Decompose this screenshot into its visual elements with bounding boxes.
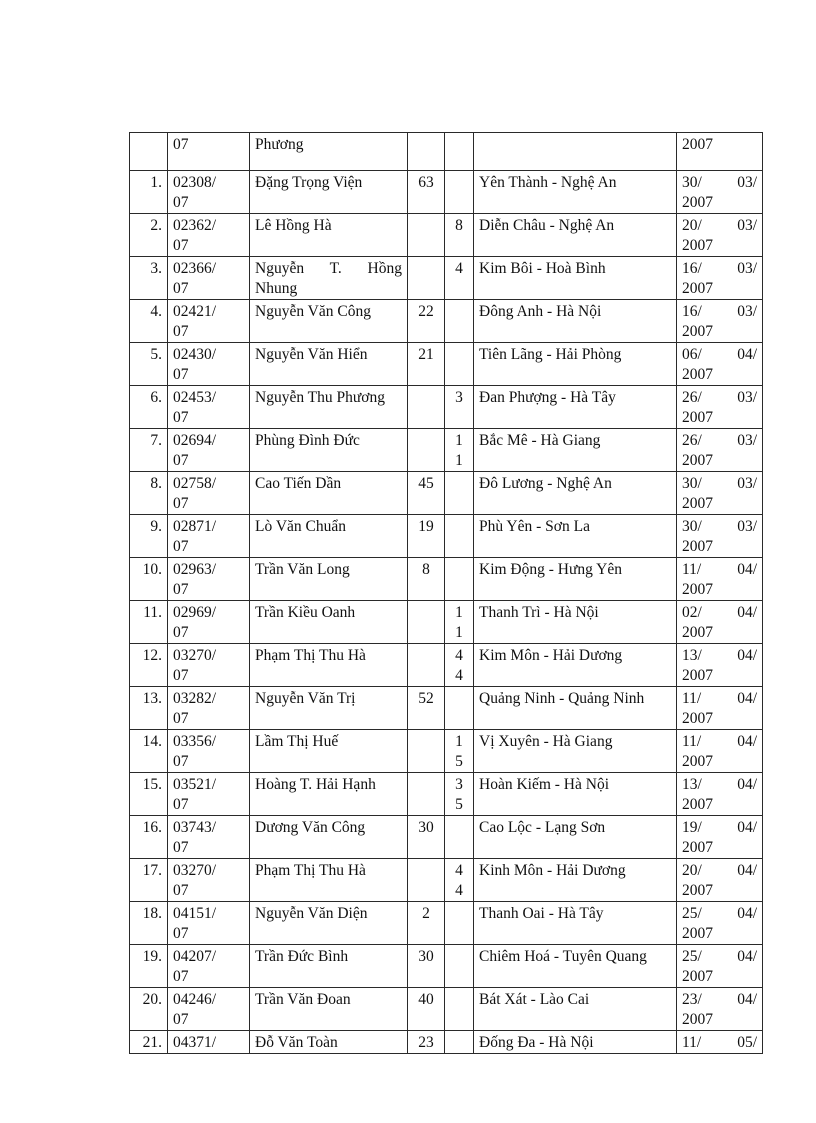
cell-date (677, 859, 763, 902)
cell-code: 02362/ 07 (168, 214, 250, 257)
cell-female-age: 1 5 (445, 730, 474, 773)
cell-male-age (408, 859, 445, 902)
date-day: 16/ (682, 260, 702, 277)
date-day-month (682, 302, 757, 322)
cell-no: 11. (130, 601, 168, 644)
date-day-month (682, 517, 757, 537)
cell-no: 15. (130, 773, 168, 816)
cell-place: Tiên Lãng - Hải Phòng (474, 343, 677, 386)
cell-male-age: 30 (408, 945, 445, 988)
cell-code: 04207/ 07 (168, 945, 250, 988)
date-day-month (682, 345, 757, 365)
cell-place: Thanh Trì - Hà Nội (474, 601, 677, 644)
table-row (130, 859, 763, 902)
cell-code: 04371/ (168, 1031, 250, 1054)
cell-no: 17. (130, 859, 168, 902)
cell-no: 10. (130, 558, 168, 601)
table-row (130, 945, 763, 988)
date-month: 03/ (737, 475, 757, 492)
cell-female-age (445, 300, 474, 343)
date-day: 30/ (682, 174, 702, 191)
cell-date (677, 171, 763, 214)
date-month: 03/ (737, 174, 757, 191)
date-day-month (682, 560, 757, 580)
table-row (130, 214, 763, 257)
cell-name: Phương (250, 133, 408, 171)
cell-female-age: 1 1 (445, 601, 474, 644)
cell-date (677, 515, 763, 558)
date-day: 26/ (682, 432, 702, 449)
cell-date (677, 945, 763, 988)
cell-female-age (445, 343, 474, 386)
cell-no (130, 133, 168, 171)
cell-name: Hoàng T. Hải Hạnh (250, 773, 408, 816)
cell-male-age: 30 (408, 816, 445, 859)
cell-date (677, 773, 763, 816)
cell-name: Nguyễn Văn Hiển (250, 343, 408, 386)
table-row (130, 171, 763, 214)
cell-male-age (408, 133, 445, 171)
cell-name: Trần Văn Long (250, 558, 408, 601)
date-month: 03/ (737, 217, 757, 234)
table-row (130, 558, 763, 601)
date-year: 2007 (682, 280, 713, 297)
cell-name: Phạm Thị Thu Hà (250, 859, 408, 902)
date-day: 30/ (682, 518, 702, 535)
cell-date (677, 257, 763, 300)
cell-name: Cao Tiến Dần (250, 472, 408, 515)
cell-name: Đặng Trọng Viện (250, 171, 408, 214)
date-day: 11/ (682, 561, 702, 578)
cell-date (677, 730, 763, 773)
date-day: 11/ (682, 733, 702, 750)
cell-female-age (445, 133, 474, 171)
cell-name: Nguyễn T. Hồng Nhung (250, 257, 408, 300)
cell-place: Quảng Ninh - Quảng Ninh (474, 687, 677, 730)
cell-code: 02694/ 07 (168, 429, 250, 472)
date-day-month (682, 732, 757, 752)
date-day: 11/ (682, 1034, 702, 1051)
cell-date (677, 558, 763, 601)
cell-date (677, 687, 763, 730)
table-row (130, 300, 763, 343)
date-day: 19/ (682, 819, 702, 836)
date-year: 2007 (682, 366, 713, 383)
date-day: 23/ (682, 991, 702, 1008)
cell-male-age (408, 601, 445, 644)
date-day-month (682, 431, 757, 451)
cell-place: Kinh Môn - Hải Dương (474, 859, 677, 902)
cell-date (677, 1031, 763, 1054)
cell-place: Đông Anh - Hà Nội (474, 300, 677, 343)
cell-name: Nguyễn Văn Trị (250, 687, 408, 730)
cell-place: Thanh Oai - Hà Tây (474, 902, 677, 945)
cell-date (677, 601, 763, 644)
cell-code: 03282/ 07 (168, 687, 250, 730)
cell-female-age (445, 1031, 474, 1054)
cell-female-age: 4 4 (445, 644, 474, 687)
cell-name: Lê Hồng Hà (250, 214, 408, 257)
cell-code: 04246/ 07 (168, 988, 250, 1031)
cell-male-age: 8 (408, 558, 445, 601)
cell-female-age (445, 687, 474, 730)
cell-code: 03270/ 07 (168, 859, 250, 902)
date-day-month (682, 775, 757, 795)
table-row (130, 988, 763, 1031)
cell-no: 6. (130, 386, 168, 429)
table-row (130, 902, 763, 945)
cell-date (677, 644, 763, 687)
date-year: 2007 (682, 710, 713, 727)
date-day-month (682, 259, 757, 279)
cell-no: 1. (130, 171, 168, 214)
cell-code: 02453/ 07 (168, 386, 250, 429)
cell-no: 20. (130, 988, 168, 1031)
cell-no: 16. (130, 816, 168, 859)
date-day-month (682, 474, 757, 494)
cell-female-age: 1 1 (445, 429, 474, 472)
date-month: 04/ (737, 776, 757, 793)
cell-no: 9. (130, 515, 168, 558)
cell-female-age (445, 945, 474, 988)
cell-female-age (445, 816, 474, 859)
date-month: 04/ (737, 905, 757, 922)
cell-name: Trần Văn Đoan (250, 988, 408, 1031)
cell-name: Nguyễn Thu Phương (250, 386, 408, 429)
cell-male-age: 19 (408, 515, 445, 558)
date-year: 2007 (682, 452, 713, 469)
cell-female-age (445, 171, 474, 214)
date-day: 02/ (682, 604, 702, 621)
cell-code: 02871/ 07 (168, 515, 250, 558)
cell-code: 03521/ 07 (168, 773, 250, 816)
date-day-month (682, 603, 757, 623)
cell-no: 4. (130, 300, 168, 343)
date-year: 2007 (682, 968, 713, 985)
date-day: 11/ (682, 690, 702, 707)
cell-date (677, 386, 763, 429)
date-month: 05/ (737, 1034, 757, 1051)
cell-place: Đan Phượng - Hà Tây (474, 386, 677, 429)
cell-name: Lầm Thị Huế (250, 730, 408, 773)
cell-female-age (445, 515, 474, 558)
date-year: 2007 (682, 237, 713, 254)
date-year: 2007 (682, 753, 713, 770)
cell-place: Diễn Châu - Nghệ An (474, 214, 677, 257)
cell-name: Phùng Đình Đức (250, 429, 408, 472)
cell-male-age (408, 214, 445, 257)
cell-date (677, 214, 763, 257)
date-month: 03/ (737, 260, 757, 277)
date-month: 04/ (737, 604, 757, 621)
table-row (130, 1031, 763, 1054)
cell-place: Đống Đa - Hà Nội (474, 1031, 677, 1054)
cell-code: 07 (168, 133, 250, 171)
table-row (130, 816, 763, 859)
date-day-month (682, 1033, 757, 1053)
cell-place: Cao Lộc - Lạng Sơn (474, 816, 677, 859)
date-month: 03/ (737, 303, 757, 320)
cell-code: 02308/ 07 (168, 171, 250, 214)
cell-male-age: 45 (408, 472, 445, 515)
cell-female-age: 8 (445, 214, 474, 257)
date-year: 2007 (682, 882, 713, 899)
cell-no: 12. (130, 644, 168, 687)
cell-code: 04151/ 07 (168, 902, 250, 945)
cell-code: 03356/ 07 (168, 730, 250, 773)
cell-male-age (408, 730, 445, 773)
cell-name: Lò Văn Chuẩn (250, 515, 408, 558)
cell-no: 5. (130, 343, 168, 386)
cell-name: Phạm Thị Thu Hà (250, 644, 408, 687)
date-year: 2007 (682, 538, 713, 555)
cell-code: 02430/ 07 (168, 343, 250, 386)
cell-date (677, 816, 763, 859)
cell-male-age: 2 (408, 902, 445, 945)
cell-date (677, 472, 763, 515)
date-year: 2007 (682, 194, 713, 211)
cell-name: Dương Văn Công (250, 816, 408, 859)
cell-female-age (445, 558, 474, 601)
date-day-month (682, 216, 757, 236)
date-day: 30/ (682, 475, 702, 492)
cell-place: Vị Xuyên - Hà Giang (474, 730, 677, 773)
cell-no: 8. (130, 472, 168, 515)
cell-code: 03743/ 07 (168, 816, 250, 859)
cell-no: 18. (130, 902, 168, 945)
cell-place: Kim Môn - Hải Dương (474, 644, 677, 687)
table-row (130, 386, 763, 429)
cell-female-age: 4 (445, 257, 474, 300)
table-row (130, 773, 763, 816)
cell-date: 2007 (677, 133, 763, 171)
date-day: 25/ (682, 905, 702, 922)
date-year: 2007 (682, 495, 713, 512)
cell-name: Đỗ Văn Toàn (250, 1031, 408, 1054)
date-month: 03/ (737, 389, 757, 406)
date-month: 04/ (737, 862, 757, 879)
cell-male-age (408, 773, 445, 816)
date-year: 2007 (682, 667, 713, 684)
cell-place: Bát Xát - Lào Cai (474, 988, 677, 1031)
cell-female-age: 3 (445, 386, 474, 429)
cell-female-age (445, 472, 474, 515)
cell-name: Nguyễn Văn Diện (250, 902, 408, 945)
cell-date (677, 988, 763, 1031)
cell-place: Đô Lương - Nghệ An (474, 472, 677, 515)
date-day: 13/ (682, 776, 702, 793)
cell-code: 02963/ 07 (168, 558, 250, 601)
date-day: 25/ (682, 948, 702, 965)
cell-date (677, 343, 763, 386)
cell-place: Bắc Mê - Hà Giang (474, 429, 677, 472)
cell-date (677, 902, 763, 945)
date-month: 04/ (737, 733, 757, 750)
cell-place: Hoàn Kiếm - Hà Nội (474, 773, 677, 816)
cell-no: 19. (130, 945, 168, 988)
date-month: 04/ (737, 346, 757, 363)
cell-code: 02758/ 07 (168, 472, 250, 515)
table-row (130, 429, 763, 472)
date-month: 04/ (737, 819, 757, 836)
cell-place (474, 133, 677, 171)
date-day-month (682, 947, 757, 967)
date-day-month (682, 861, 757, 881)
date-day: 26/ (682, 389, 702, 406)
table-row (130, 257, 763, 300)
date-day-month (682, 173, 757, 193)
date-month: 04/ (737, 561, 757, 578)
cell-code: 03270/ 07 (168, 644, 250, 687)
date-month: 04/ (737, 690, 757, 707)
cell-no: 7. (130, 429, 168, 472)
date-year: 2007 (682, 624, 713, 641)
date-day-month (682, 818, 757, 838)
cell-male-age: 63 (408, 171, 445, 214)
date-day: 16/ (682, 303, 702, 320)
date-year: 2007 (682, 409, 713, 426)
date-month: 03/ (737, 518, 757, 535)
date-day-month (682, 990, 757, 1010)
date-day-month (682, 904, 757, 924)
date-day: 20/ (682, 217, 702, 234)
cell-code: 02421/ 07 (168, 300, 250, 343)
cell-male-age (408, 644, 445, 687)
table-row (130, 472, 763, 515)
date-day-month (682, 646, 757, 666)
cell-no: 21. (130, 1031, 168, 1054)
cell-no: 13. (130, 687, 168, 730)
cell-place: Chiêm Hoá - Tuyên Quang (474, 945, 677, 988)
cell-female-age (445, 902, 474, 945)
date-month: 03/ (737, 432, 757, 449)
cell-male-age: 40 (408, 988, 445, 1031)
cell-date (677, 300, 763, 343)
cell-place: Phù Yên - Sơn La (474, 515, 677, 558)
cell-name: Trần Đức Bình (250, 945, 408, 988)
cell-date (677, 429, 763, 472)
cell-name: Trần Kiều Oanh (250, 601, 408, 644)
date-year: 2007 (682, 839, 713, 856)
table-row (130, 687, 763, 730)
cell-male-age (408, 429, 445, 472)
date-month: 04/ (737, 948, 757, 965)
table-row (130, 601, 763, 644)
cell-place: Yên Thành - Nghệ An (474, 171, 677, 214)
cell-female-age: 3 5 (445, 773, 474, 816)
cell-no: 3. (130, 257, 168, 300)
date-year: 2007 (682, 581, 713, 598)
cell-code: 02969/ 07 (168, 601, 250, 644)
date-month: 04/ (737, 647, 757, 664)
cell-no: 14. (130, 730, 168, 773)
date-day: 13/ (682, 647, 702, 664)
cell-no: 2. (130, 214, 168, 257)
table-body (130, 133, 763, 1054)
cell-male-age: 52 (408, 687, 445, 730)
cell-female-age: 4 4 (445, 859, 474, 902)
date-year: 2007 (682, 1011, 713, 1028)
date-day: 06/ (682, 346, 702, 363)
date-day-month (682, 689, 757, 709)
cell-place: Kim Bôi - Hoà Bình (474, 257, 677, 300)
patient-records-table (129, 132, 763, 1054)
cell-place: Kim Động - Hưng Yên (474, 558, 677, 601)
table-row (130, 730, 763, 773)
date-year: 2007 (682, 925, 713, 942)
cell-male-age (408, 386, 445, 429)
date-day: 20/ (682, 862, 702, 879)
table-row (130, 644, 763, 687)
continuation-row (130, 133, 763, 171)
cell-male-age: 21 (408, 343, 445, 386)
cell-code: 02366/ 07 (168, 257, 250, 300)
cell-male-age: 23 (408, 1031, 445, 1054)
date-year: 2007 (682, 796, 713, 813)
date-day-month (682, 388, 757, 408)
table-row (130, 515, 763, 558)
cell-male-age: 22 (408, 300, 445, 343)
table-row (130, 343, 763, 386)
date-month: 04/ (737, 991, 757, 1008)
cell-male-age (408, 257, 445, 300)
cell-name: Nguyễn Văn Công (250, 300, 408, 343)
date-year: 2007 (682, 323, 713, 340)
cell-female-age (445, 988, 474, 1031)
